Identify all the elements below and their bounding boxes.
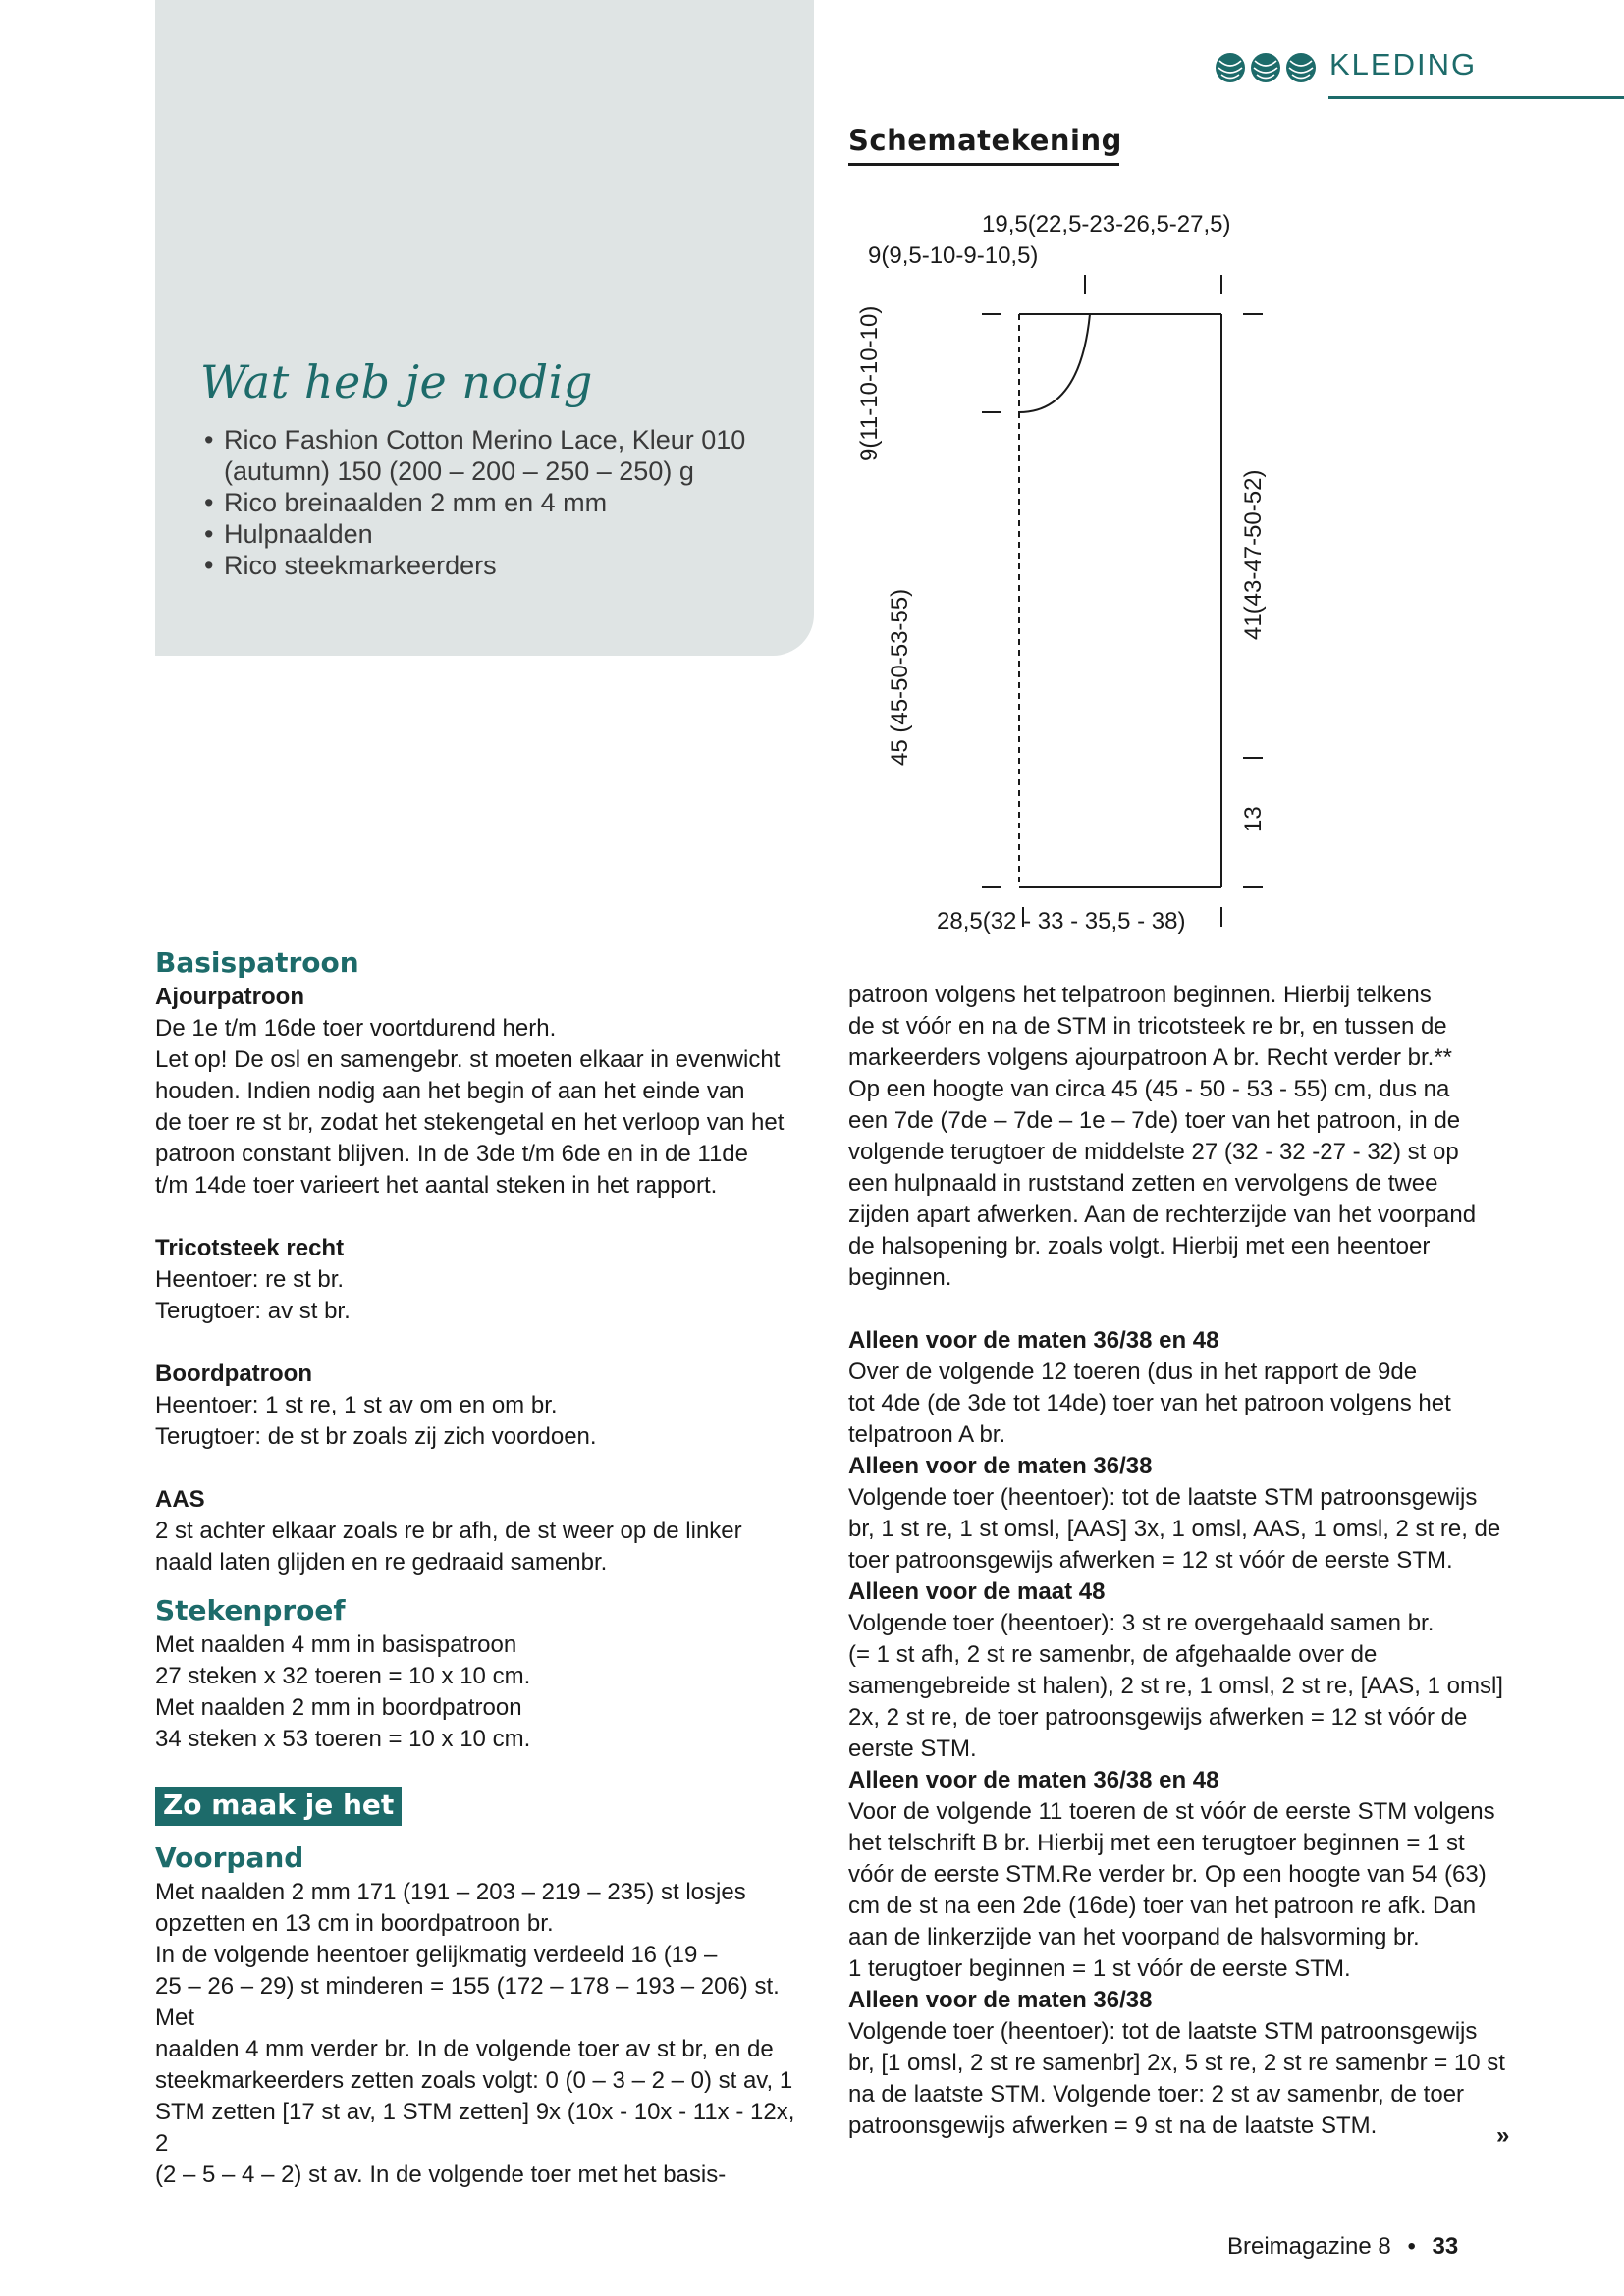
text-line: na de laatste STM. Volgende toer: 2 st av samenbr, de toer [848,2081,1465,2108]
text-line: Let op! De osl en samengebr. st moeten elkaar in evenwicht [155,1046,781,1073]
needs-item: • Rico Fashion Cotton Merino Lace, Kleur 010 (autumn) 150 (200 – 200 – 250 – 250) g [204,424,793,487]
needs-list [204,424,793,581]
text-line: houden. Indien nodig aan het begin of aan het einde van [155,1078,745,1104]
text-line: het telschrift B br. Hierbij met een terugtoer beginnen = 1 st [848,1830,1465,1856]
text-line: 1 terugtoer beginnen = 1 st vóór de eerste STM. [848,1955,1351,1982]
heading-sizes-d: Alleen voor de maten 36/38 en 48 [848,1767,1219,1793]
needs-title: Wat heb je nodig [200,355,593,408]
magazine-name: Breimagazine 8 [1227,2233,1391,2260]
needs-item: • Hulpnaalden [204,518,793,550]
text-line: Volgende toer (heentoer): tot de laatste STM patroonsgewijs [848,2018,1478,2045]
text-line: (= 1 st afh, 2 st re samenbr, de afgehaalde over de [848,1641,1378,1668]
text-line: telpatroon A br. [848,1421,1006,1448]
page-number: 33 [1432,2233,1459,2260]
neckline-curve [1019,314,1090,412]
text-line: volgende terugtoer de middelste 27 (32 - 32 -27 - 32) st op [848,1139,1459,1165]
text-line: Met naalden 4 mm in basispatroon [155,1631,517,1658]
heading-sizes-c: Alleen voor de maat 48 [848,1578,1106,1605]
schematic-diagram [844,196,1296,942]
text-line: STM zetten [17 st av, 1 STM zetten] 9x (10x - 10x - 11x - 12x, 2 [155,2099,795,2157]
text-line: br, 1 st re, 1 st omsl, [AAS] 3x, 1 omsl, AAS, 1 omsl, 2 st re, de [848,1516,1501,1542]
text-line: 2x, 2 st re, de toer patroonsgewijs afwerken = 12 st vóór de [848,1704,1468,1731]
text-line: een hulpnaald in ruststand zetten en vervolgens de twee [848,1170,1438,1197]
section-title-schematekening: Schematekening [848,124,1122,157]
continue-arrow-icon: » [1496,2122,1510,2149]
text-line: steekmarkeerders zetten zoals volgt: 0 (0 – 3 – 2 – 0) st av, 1 [155,2067,793,2094]
text-line: Terugtoer: de st br zoals zij zich voordoen. [155,1423,597,1450]
footer-separator: • [1407,2233,1416,2260]
text-line: 25 – 26 – 29) st minderen = 155 (172 – 178 – 193 – 206) st. Met [155,1973,780,2031]
text-line: vóór de eerste STM.Re verder br. Op een hoogte van 54 (63) [848,1861,1487,1888]
heading-sizes-e: Alleen voor de maten 36/38 [848,1987,1153,2013]
text-line: Volgende toer (heentoer): tot de laatste STM patroonsgewijs [848,1484,1478,1511]
category-underline [1328,96,1624,99]
label-left-height: 45 (45-50-53-55) [887,588,913,766]
howto-badge: Zo maak je het [155,1787,402,1826]
text-line: toer patroonsgewijs afwerken = 12 st vóór de eerste STM. [848,1547,1453,1574]
text-line: aan de linkerzijde van het voorpand de halsvorming br. [848,1924,1420,1950]
heading-tricotsteek: Tricotsteek recht [155,1235,345,1261]
text-line: cm de st na een 2de (16de) toer van het patroon re afk. Dan [848,1893,1477,1919]
heading-ajourpatroon: Ajourpatroon [155,984,304,1010]
text-line: br, [1 omsl, 2 st re samenbr] 2x, 5 st re, 2 st re samenbr = 10 st [848,2050,1505,2076]
text-line: 34 steken x 53 toeren = 10 x 10 cm. [155,1726,531,1752]
needs-item: • Rico breinaalden 2 mm en 4 mm [204,487,793,518]
text-line: beginnen. [848,1264,952,1291]
category-label: KLEDING [1329,47,1478,81]
text-line: De 1e t/m 16de toer voortdurend herh. [155,1015,557,1041]
text-line: (2 – 5 – 4 – 2) st av. In de volgende toer met het basis- [155,2162,727,2188]
text-line: Voor de volgende 11 toeren de st vóór de eerste STM volgens [848,1798,1495,1825]
text-line: patroon constant blijven. In de 3de t/m 6de en in de 11de [155,1141,748,1167]
heading-stekenproef: Stekenproef [155,1594,346,1627]
text-line: tot 4de (de 3de tot 14de) toer van het patroon volgens het [848,1390,1451,1416]
text-line: Met naalden 2 mm in boordpatroon [155,1694,522,1721]
text-line: In de volgende heentoer gelijkmatig verdeeld 16 (19 – [155,1942,718,1968]
heading-boordpatroon: Boordpatroon [155,1361,312,1387]
right-column [848,980,1506,2142]
text-line: opzetten en 13 cm in boordpatroon br. [155,1910,554,1937]
text-line: patroon volgens het telpatroon beginnen. Hierbij telkens [848,982,1432,1008]
text-line: naald laten glijden en re gedraaid samenbr. [155,1549,608,1575]
needs-item: • Rico steekmarkeerders [204,550,793,581]
heading-voorpand: Voorpand [155,1842,304,1874]
text-line: Met naalden 2 mm 171 (191 – 203 – 219 – 235) st losjes [155,1879,746,1905]
heading-sizes-a: Alleen voor de maten 36/38 en 48 [848,1327,1219,1354]
heading-basispatroon: Basispatroon [155,946,359,979]
text-line: patroonsgewijs afwerken = 9 st na de laatste STM. [848,2112,1378,2139]
text-line: een 7de (7de – 7de – 1e – 7de) toer van het patroon, in de [848,1107,1461,1134]
text-line: Heentoer: re st br. [155,1266,345,1293]
text-line: de toer re st br, zodat het stekengetal en het verloop van het [155,1109,785,1136]
text-line: 27 steken x 32 toeren = 10 x 10 cm. [155,1663,531,1689]
text-line: Terugtoer: av st br. [155,1298,351,1324]
text-line: t/m 14de toer varieert het aantal steken in het rapport. [155,1172,718,1199]
text-line: samengebreide st halen), 2 st re, 1 omsl, 2 st re, [AAS, 1 omsl] [848,1673,1503,1699]
heading-sizes-b: Alleen voor de maten 36/38 [848,1453,1153,1479]
label-neck-depth: 9(11-10-10-10) [856,305,883,461]
text-line: eerste STM. [848,1735,977,1762]
left-column [155,944,813,2191]
label-neck-width: 9(9,5-10-9-10,5) [868,242,1039,269]
page-footer [1227,2233,1458,2261]
heading-aas: AAS [155,1486,205,1513]
section-title-underline [848,163,1119,166]
text-line: de halsopening br. zoals volgt. Hierbij met een heentoer [848,1233,1431,1259]
text-line: Volgende toer (heentoer): 3 st re overgehaald samen br. [848,1610,1435,1636]
label-rib-height: 13 [1240,806,1267,832]
text-line: naalden 4 mm verder br. In de volgende toer av st br, en de [155,2036,774,2062]
text-line: 2 st achter elkaar zoals re br afh, de st weer op de linker [155,1518,742,1544]
text-line: Heentoer: 1 st re, 1 st av om en om br. [155,1392,558,1418]
text-line: zijden apart afwerken. Aan de rechterzijde van het voorpand [848,1201,1477,1228]
text-line: markeerders volgens ajourpatroon A br. Recht verder br.** [848,1044,1452,1071]
label-right-height: 41(43-47-50-52) [1240,469,1267,640]
text-line: de st vóór en na de STM in tricotsteek re br, en tussen de [848,1013,1447,1040]
yarn-balls-icon [1214,51,1322,84]
text-line: Op een hoogte van circa 45 (45 - 50 - 53 - 55) cm, dus na [848,1076,1450,1102]
label-bottom-width: 28,5(32 - 33 - 35,5 - 38) [937,908,1186,934]
text-line: Over de volgende 12 toeren (dus in het rapport de 9de [848,1359,1418,1385]
label-top-width: 19,5(22,5-23-26,5-27,5) [982,211,1231,238]
